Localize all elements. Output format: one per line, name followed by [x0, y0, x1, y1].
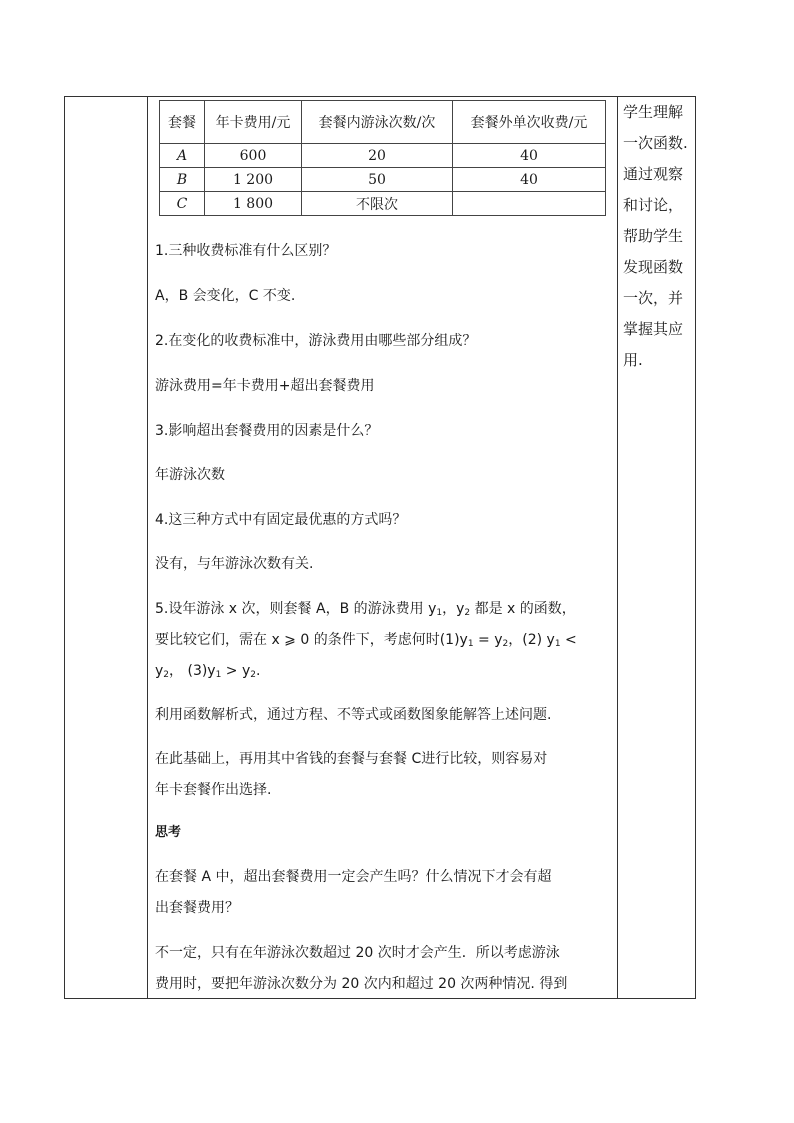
cell-extra-fee: 40: [453, 168, 606, 192]
think-question: [155, 863, 610, 922]
cell-included-swims: 50: [302, 168, 453, 192]
side-line: 学生理解: [623, 103, 684, 121]
paragraph-method: 利用函数解析式，通过方程、不等式或函数图象能解答上述问题.: [155, 707, 552, 723]
question-2: 2.在变化的收费标准中，游泳费用由哪些部分组成？: [155, 333, 477, 349]
header-package: 套餐: [160, 101, 205, 144]
cell-included-swims: 不限次: [302, 192, 453, 216]
cell-package: A: [160, 144, 205, 168]
question-3: 3.影响超出套餐费用的因素是什么？: [155, 423, 379, 439]
answer-1: A，B 会变化，C 不变.: [155, 288, 296, 304]
think-answer-line-2: 费用时，要把年游泳次数分为 20 次内和超过 20 次两种情况. 得到: [155, 976, 568, 992]
answer-2: 游泳费用=年卡费用+超出套餐费用: [155, 378, 375, 394]
side-line: 发现函数: [623, 258, 684, 276]
question-5: [155, 595, 610, 685]
answer-3: 年游泳次数: [155, 467, 225, 483]
question-5-line-1: 5.设年游泳 x 次，则套餐 A，B 的游泳费用 $y_1$，$y_2$ 都是 x 的函数，: [155, 601, 576, 618]
table-row: [160, 144, 606, 168]
side-line: 一次函数.: [623, 134, 688, 152]
table-row: [160, 192, 606, 216]
think-question-line-2: 出套餐费用？: [155, 900, 239, 916]
think-answer: [155, 939, 610, 998]
paragraph-compare: [155, 745, 610, 804]
side-line: 和讨论，: [623, 196, 684, 214]
question-1: 1.三种收费标准有什么区别？: [155, 243, 337, 259]
cell-annual-fee: 1 800: [205, 192, 302, 216]
column-divider-right: [617, 97, 618, 998]
side-line: 用.: [623, 351, 643, 369]
question-5-line-2: 要比较它们，需在 x ⩾ 0 的条件下，考虑何时$(1)y_1 = y_2$，(2) $y_1$ <: [155, 632, 577, 649]
header-included-swims: 套餐内游泳次数/次: [302, 101, 453, 144]
side-line: 通过观察: [623, 165, 684, 183]
paragraph-compare-line-2: 年卡套餐作出选择.: [155, 782, 272, 798]
question-5-line-3: $y_2$， $(3)y_1 > y_2$.: [155, 663, 261, 680]
think-question-line-1: 在套餐 A 中，超出套餐费用一定会产生吗？什么情况下才会有超: [155, 869, 552, 885]
paragraph-compare-line-1: 在此基础上，再用其中省钱的套餐与套餐 C进行比较，则容易对: [155, 751, 548, 767]
cell-package: B: [160, 168, 205, 192]
header-annual-fee: 年卡费用/元: [205, 101, 302, 144]
table-row: [160, 168, 606, 192]
think-answer-line-1: 不一定，只有在年游泳次数超过 20 次时才会产生．所以考虑游泳: [155, 945, 560, 961]
cell-package: C: [160, 192, 205, 216]
think-heading: 思考: [155, 825, 182, 840]
question-4: 4.这三种方式中有固定最优惠的方式吗？: [155, 512, 407, 528]
cell-annual-fee: 600: [205, 144, 302, 168]
cell-included-swims: 20: [302, 144, 453, 168]
fee-table-header-row: [160, 101, 606, 144]
side-line: 掌握其应: [623, 320, 684, 338]
side-line: 一次，并: [623, 289, 684, 307]
cell-extra-fee: [453, 192, 606, 216]
cell-annual-fee: 1 200: [205, 168, 302, 192]
fee-table: [159, 100, 606, 216]
side-line: 帮助学生: [623, 227, 684, 245]
column-divider-left: [147, 97, 148, 998]
header-extra-fee: 套餐外单次收费/元: [453, 101, 606, 144]
answer-4: 没有，与年游泳次数有关.: [155, 556, 314, 572]
lesson-table: [64, 96, 696, 999]
cell-extra-fee: 40: [453, 144, 606, 168]
design-intent-cell: [623, 97, 695, 376]
